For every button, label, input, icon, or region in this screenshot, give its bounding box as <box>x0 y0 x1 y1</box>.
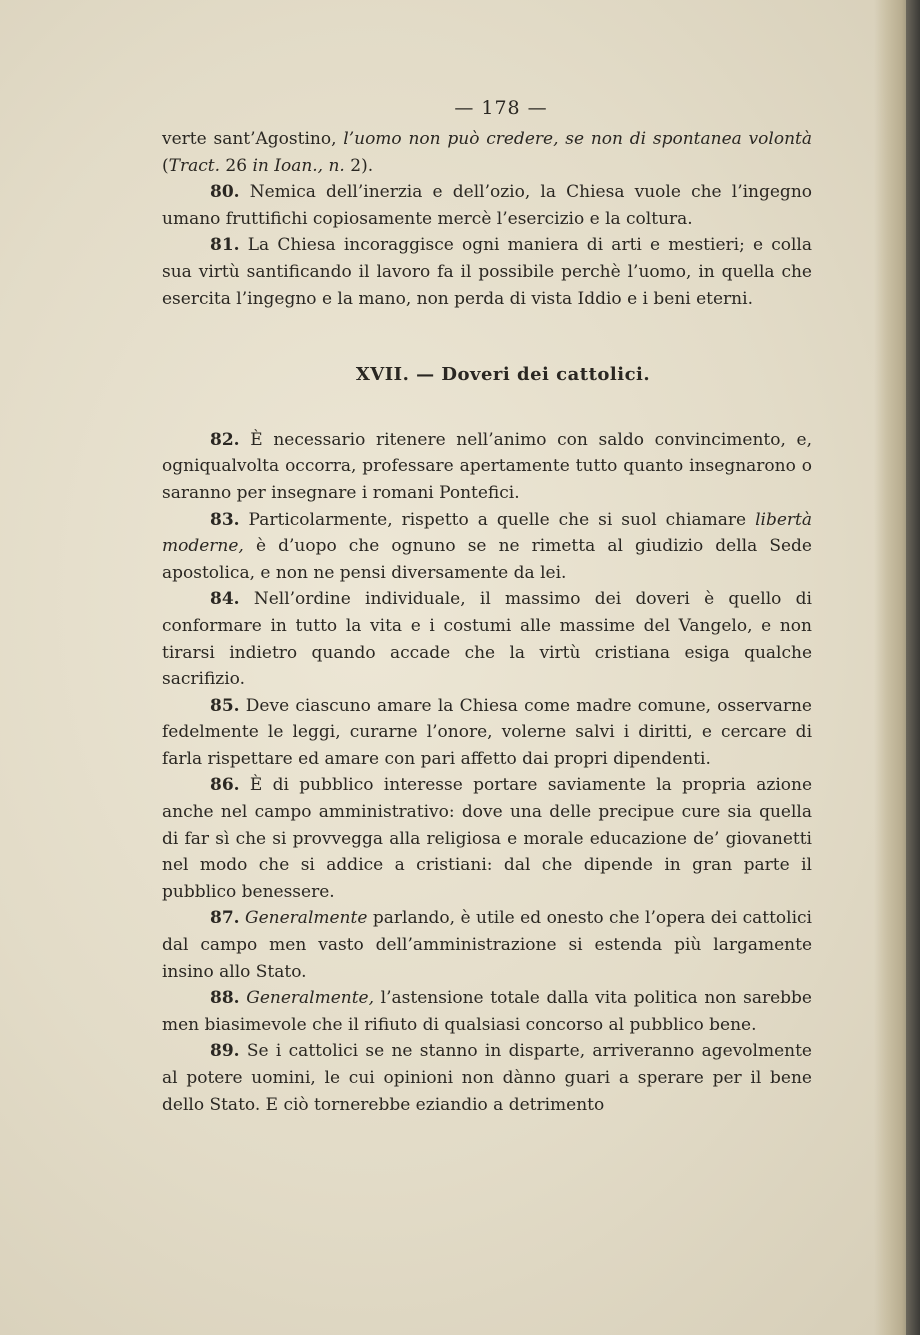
paragraph-81 <box>162 232 812 312</box>
paragraph-text: Deve ciascuno amare la Chiesa come madre comune, osservarne fedelmente le leggi, curarne l’onore, volerne salvi i diritti, e cercare di farla rispettare ed amare con pari affetto dai propri dipendenti. <box>162 695 812 769</box>
paragraph-italic: Generalmente, <box>246 988 375 1009</box>
paragraph-number: 82. <box>210 429 240 450</box>
intro-italic-quote: l’uomo non può credere, se non di spontanea volontà <box>343 129 812 149</box>
book-spine-edge <box>906 0 920 1335</box>
paragraph-85 <box>162 693 812 773</box>
intro-italic-ioan: in Ioan., n. <box>252 155 345 176</box>
intro-text-mid2: 26 <box>220 155 253 176</box>
paragraph-text: l’astensione totale dalla vita politica non sarebbe men biasimevole che il rifiuto di qualsiasi concorso al pubblico bene. <box>162 988 812 1035</box>
paragraph-italic: libertà moderne, <box>162 509 812 557</box>
paragraph-italic: Generalmente <box>245 908 368 929</box>
paragraph-number: 87. <box>210 908 240 929</box>
paragraph-text: È di pubblico interesse portare saviamente la propria azione anche nel campo amministrativo: dove una delle precipue cure sia quella di far sì che si provvegga alla religiosa e morale educazione de’ giovanetti nel modo che si addice a cristiani: dal che dipende in gran parte il pubblico benessere. <box>162 775 812 902</box>
section-heading: XVII. — Doveri dei cattolici. <box>355 364 651 386</box>
paragraph-number: 85. <box>210 695 240 716</box>
paragraph-text: Nemica dell’inerzia e dell’ozio, la Chiesa vuole che l’ingegno umano fruttifichi copiosamente mercè l’esercizio e la coltura. <box>162 182 812 229</box>
paragraph-number: 81. <box>210 235 240 256</box>
paragraph-number: 89. <box>210 1041 240 1062</box>
paragraph-text: Se i cattolici se ne stanno in disparte, arriveranno agevolmente al potere uomini, le cui opinioni non dànno guari a sperare per il bene dello Stato. E ciò tornerebbe eziandio a detrimento <box>162 1041 812 1115</box>
paragraph-84 <box>162 586 812 692</box>
paragraph-text: è d’uopo che ognuno se ne rimetta al giudizio della Sede apostolica, e non ne pensi diversamente da lei. <box>162 536 812 583</box>
paragraph-number: 83. <box>210 509 240 530</box>
paragraph-text: Nell’ordine individuale, il massimo dei doveri è quello di conformare in tutto la vita e i costumi alle massime del Vangelo, e non tirarsi indietro quando accade che la virtù cristiana esiga qualche sacrifizio. <box>162 589 812 690</box>
paragraph-text: La Chiesa incoraggisce ogni maniera di arti e mestieri; e colla sua virtù santificando il lavoro fa il possibile perchè l’uomo, in quella che esercita l’ingegno e la mano, non perda di vista Iddio e i beni eterni. <box>162 235 812 309</box>
paragraph-text: parlando, è utile ed onesto che l’opera dei cattolici dal campo men vasto dell’amministrazione si estenda più largamente insino allo Stato. <box>162 908 812 982</box>
paragraph-number: 86. <box>210 775 240 796</box>
paragraph-87 <box>162 905 812 985</box>
paragraph-number: 80. <box>210 182 240 203</box>
paragraph-82 <box>162 427 812 507</box>
intro-text-mid: ( <box>162 155 169 176</box>
paragraph-80 <box>162 179 812 232</box>
page-number: — 178 — <box>454 97 548 119</box>
paragraph-83 <box>162 507 812 587</box>
intro-text: verte sant’Agostino, <box>162 129 344 149</box>
paragraph-number: 84. <box>210 589 240 610</box>
paragraph-number: 88. <box>210 988 240 1009</box>
paragraph-text: È necessario ritenere nell’animo con saldo convincimento, e, ogniqualvolta occorra, professare apertamente tutto quanto insegnarono o saranno per insegnare i romani Pontefici. <box>162 429 812 503</box>
page-text-block <box>162 90 812 1118</box>
paragraph-88 <box>162 985 812 1038</box>
paragraph-86 <box>162 772 812 905</box>
intro-text-end: 2). <box>344 155 374 176</box>
paragraph-intro <box>162 126 812 179</box>
paragraph-89 <box>162 1038 812 1118</box>
paragraph-text: Particolarmente, rispetto a quelle che si suol chiamare <box>239 509 756 530</box>
intro-italic-tract: Tract. <box>168 155 220 176</box>
